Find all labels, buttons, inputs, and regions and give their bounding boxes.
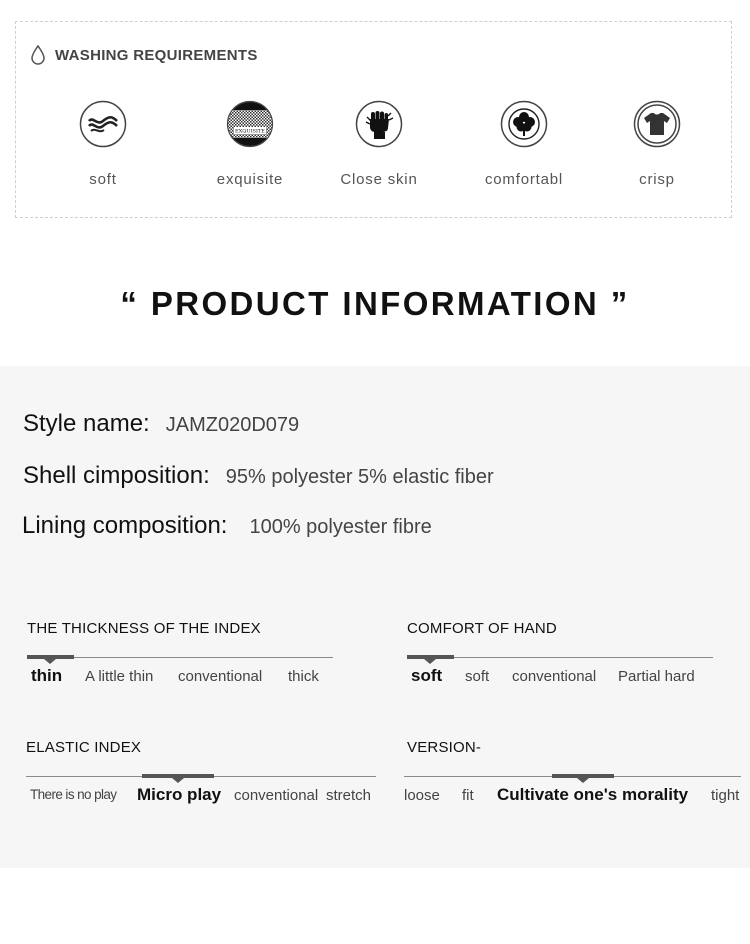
- thickness-title: THE THICKNESS OF THE INDEX: [27, 620, 261, 637]
- washing-title: WASHING REQUIREMENTS: [55, 46, 258, 64]
- washing-header: [30, 45, 258, 65]
- water-drop-icon: [30, 45, 46, 65]
- lining-composition-value: 100% polyester fibre: [249, 516, 432, 538]
- version-title: VERSION-: [407, 739, 482, 756]
- thickness-option: thick: [288, 668, 319, 685]
- thickness-option-selected: thin: [31, 666, 63, 685]
- comfort-option: Partial hard: [618, 668, 695, 685]
- exquisite-weave-icon: [226, 100, 274, 148]
- version-option: loose: [404, 787, 440, 804]
- shell-composition-value: 95% polyester 5% elastic fiber: [225, 466, 494, 488]
- wash-item-exquisite: [190, 100, 310, 188]
- fist-icon: [355, 100, 403, 148]
- style-name-key: Style name:: [23, 410, 150, 437]
- elastic-option-selected: Micro play: [137, 785, 222, 804]
- comfort-title: COMFORT OF HAND: [407, 620, 557, 637]
- wash-item-close-skin: [319, 100, 439, 188]
- washing-requirements-box: [15, 21, 732, 218]
- elastic-option: stretch: [326, 787, 372, 804]
- version-option: fit: [462, 787, 474, 804]
- elastic-scale: [26, 739, 378, 809]
- exquisite-badge-text: EXQUISITE: [235, 128, 265, 135]
- style-name-row: [23, 410, 299, 438]
- soft-fabric-icon: [79, 100, 127, 148]
- product-info-section: [0, 366, 750, 868]
- style-name-value: JAMZ020D079: [165, 414, 300, 436]
- wash-label: Close skin: [340, 171, 418, 188]
- shell-composition-key: Shell cimposition:: [23, 462, 210, 489]
- thickness-option: conventional: [178, 668, 263, 685]
- elastic-option: conventional: [234, 787, 319, 804]
- scale-marker-arrow: [172, 778, 184, 783]
- scale-marker-arrow: [44, 659, 56, 664]
- lining-composition-row: [22, 512, 432, 540]
- wash-label: exquisite: [216, 171, 284, 188]
- elastic-title: ELASTIC INDEX: [26, 739, 142, 756]
- comfort-option-selected: soft: [411, 666, 443, 685]
- thickness-scale: [27, 620, 337, 690]
- scale-marker-arrow: [577, 778, 589, 783]
- comfort-option: soft: [465, 668, 490, 685]
- elastic-option: There is no play: [30, 787, 117, 802]
- wash-item-crisp: [597, 100, 717, 188]
- wash-item-soft: [43, 100, 163, 188]
- product-information-title: “ PRODUCT INFORMATION ”: [120, 285, 630, 322]
- version-option-selected: Cultivate one's morality: [497, 785, 689, 804]
- wash-item-comfortable: [464, 100, 584, 188]
- wash-label: crisp: [639, 171, 675, 188]
- comfort-scale: [407, 620, 717, 690]
- comfort-option: conventional: [512, 668, 597, 685]
- thickness-option: A little thin: [85, 668, 154, 685]
- wash-label: soft: [89, 171, 117, 188]
- version-scale: [404, 739, 744, 809]
- cotton-icon: [500, 100, 548, 148]
- tshirt-icon: [633, 100, 681, 148]
- shell-composition-row: [23, 462, 494, 490]
- scale-marker-arrow: [424, 659, 436, 664]
- lining-composition-key: Lining composition:: [22, 512, 228, 539]
- wash-label: comfortabl: [484, 171, 564, 188]
- version-option: tight: [711, 787, 740, 804]
